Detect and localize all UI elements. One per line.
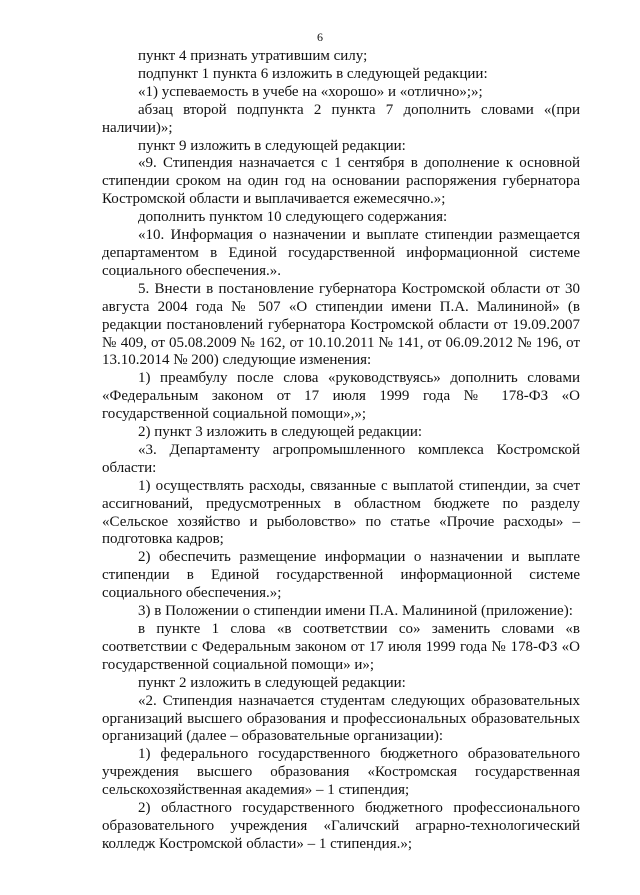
paragraph: 3) в Положении о стипендии имени П.А. Малининой (приложение):: [138, 603, 573, 620]
document-body: [102, 48, 580, 854]
paragraph: «3. Департаменту агропромышленного комплекса Костромской области:: [102, 441, 580, 476]
paragraph: 5. Внести в постановление губернатора Костромской области от 30 августа 2004 года № 507 «О стипендии имени П.А. Малининой» (в редакции постановлений губернатора Костромской области от 19.09.2007 № 409, от 05.08.2009 № 162, от 10.10.2011 № 141, от 06.09.2012 № 196, от 13.10.2014 № 200) следующие изменения:: [102, 280, 580, 369]
paragraph: «1) успеваемость в учебе на «хорошо» и «отлично»;»;: [138, 83, 483, 100]
paragraph: 2) областного государственного бюджетного профессионального образовательного учреждения «Галичский аграрно-технологический колледж Костромской области» – 1 стипендия.»;: [102, 800, 580, 852]
paragraph: «10. Информация о назначении и выплате стипендии размещается департаментом в Единой государственной информационной системе социального обеспечения.».: [102, 227, 580, 279]
paragraph: в пункте 1 слова «в соответствии со» заменить словами «в соответствии с Федеральным законом от 17 июля 1999 года № 178-ФЗ «О государственной социальной помощи» и»;: [102, 621, 580, 673]
paragraph: 2) обеспечить размещение информации о назначении и выплате стипендии в Единой государственной информационной системе социального обеспечения.»;: [102, 549, 580, 602]
paragraph: «9. Стипендия назначается с 1 сентября в дополнение к основной стипендии сроком на один год на основании распоряжения губернатора Костромской области и выплачивается ежемесячно.»;: [102, 155, 580, 208]
paragraph: подпункт 1 пункта 6 изложить в следующей редакции:: [138, 65, 488, 82]
paragraph: пункт 4 признать утратившим силу;: [138, 48, 368, 64]
paragraph: 1) осуществлять расходы, связанные с выплатой стипендии, за счет ассигнований, предусмотренных в областном бюджете по разделу «Сельское хозяйство и рыболовство» по статье «Прочие расходы» – подготовка кадров;: [102, 477, 580, 548]
paragraph: «2. Стипендия назначается студентам следующих образовательных организаций высшего образования и профессиональных образовательных организаций (далее – образовательные организации):: [102, 692, 580, 745]
paragraph: пункт 2 изложить в следующей редакции:: [138, 674, 406, 691]
page-number: 6: [317, 30, 323, 44]
paragraph: 1) федерального государственного бюджетного образовательного учреждения высшего образования «Костромская государственная сельскохозяйственная академия» – 1 стипендия;: [102, 746, 580, 799]
paragraph: 1) преамбулу после слова «руководствуясь» дополнить словами «Федеральным законом от 17 июля 1999 года № 178-ФЗ «О государственной социальной помощи»,»;: [102, 370, 580, 423]
paragraph: дополнить пунктом 10 следующего содержания:: [138, 209, 448, 226]
paragraph: 2) пункт 3 изложить в следующей редакции:: [138, 424, 423, 441]
paragraph: абзац второй подпункта 2 пункта 7 дополнить словами «(при наличии)»;: [102, 101, 580, 136]
paragraph: пункт 9 изложить в следующей редакции:: [138, 137, 406, 154]
